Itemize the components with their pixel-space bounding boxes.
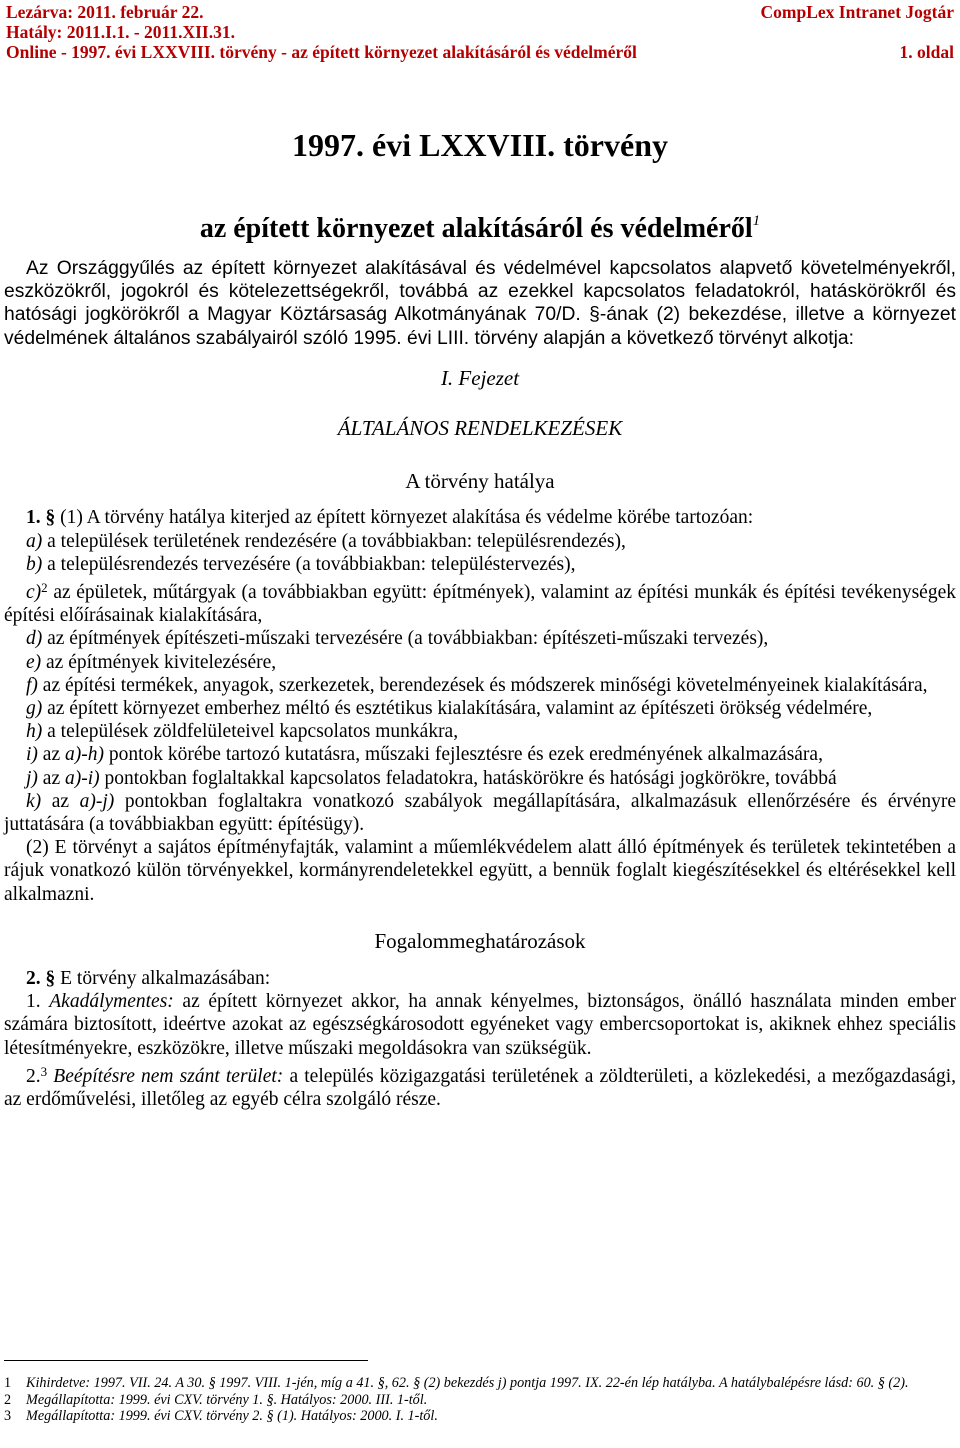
closing-date: Lezárva: 2011. február 22.	[6, 2, 204, 22]
header-row-3	[6, 42, 954, 62]
item-a-label: a)	[26, 530, 43, 552]
document-reference: Online - 1997. évi LXXVIII. törvény - az épített környezet alakításáról és védelméről	[6, 42, 637, 62]
law-title: 1997. évi LXXVIII. törvény	[292, 127, 668, 163]
section-title-2: Fogalommeghatározások	[374, 928, 586, 953]
item-j-label: j)	[26, 767, 38, 789]
footnote-ref-3[interactable]: 3	[40, 1063, 48, 1079]
footnote-text: Megállapította: 1999. évi CXV. törvény 2. § (1). Hatályos: 2000. I. 1-től.	[26, 1408, 438, 1425]
definition-2	[4, 1060, 956, 1111]
item-c-label: c)	[26, 582, 42, 604]
law-subtitle	[0, 205, 960, 245]
footnote-number: 2	[4, 1391, 12, 1408]
item-j-ref: a)-i)	[64, 767, 100, 789]
item-a	[4, 530, 956, 553]
item-k-ref: a)-j)	[79, 790, 115, 812]
item-i-label: i)	[26, 744, 38, 766]
item-k-pre: az	[51, 790, 70, 812]
definition-1-text: az épített környezet akkor, ha annak kényelmes, biztonságos, önálló használata minden ember számára biztosított, ideértve azokat az egészségkárosodott egyéneket vagy embercsoportokat is, akiknek ehhez speciális létesítményekre, eszközökre, illetve műszaki megoldásokra van szükségük.	[4, 991, 956, 1059]
item-b-label: b)	[26, 553, 43, 575]
item-i-text: pontok körébe tartozó kutatásra, műszaki fejlesztésre és ezek eredményének alkalmazására,	[108, 744, 823, 766]
footnote-separator	[4, 1360, 368, 1361]
item-i-pre: az	[42, 744, 61, 766]
item-d	[4, 627, 956, 650]
item-j-text: pontokban foglaltakkal kapcsolatos feladatokra, hatáskörökre és hatósági jogkörökre, továbbá	[104, 767, 837, 789]
definition-2-text: a település közigazgatási területének a zöldterületi, a közlekedési, a mezőgazdasági, az erdőművelési, illetőleg az egyéb célra szolgáló része.	[4, 1065, 957, 1111]
item-e-label: e)	[26, 651, 42, 673]
item-c-text: az épületek, műtárgyak (a továbbiakban együtt: építmények), valamint az építési munkák és építési tevékenységek építési előírásainak kialakítására,	[4, 582, 956, 627]
footnote-ref-2[interactable]: 2	[41, 580, 48, 596]
chapter-title: ÁLTALÁNOS RENDELKEZÉSEK	[337, 416, 623, 441]
validity-range: Hatály: 2011.I.1. - 2011.XII.31.	[6, 22, 235, 42]
item-k	[4, 790, 956, 836]
item-d-text: az építmények építészeti-műszaki tervezésére (a továbbiakban: építészeti-műszaki tervezés),	[47, 628, 769, 650]
section-1-intro	[4, 506, 956, 529]
item-f-label: f)	[26, 674, 38, 696]
footnote-text: Kihirdetve: 1997. VII. 24. A 30. § 1997. VIII. 1-jén, míg a 41. §, 62. § (2) bekezdés j) pontja 1997. IX. 22-én lép hatályba. A hatálybalépésre lásd: 60. § (2).	[26, 1375, 909, 1391]
item-g-text: az épített környezet emberhez méltó és esztétikus kialakítására, valamint az építészeti örökség védelmére,	[47, 698, 873, 720]
running-header	[6, 2, 954, 62]
definition-1-term: Akadálymentes:	[49, 991, 174, 1013]
footnote-3	[4, 1408, 956, 1425]
preamble-text: Az Országgyűlés az épített környezet alakításával és védelmével kapcsolatos alapvető követelményekről, eszközökről, jogokról és kötelezettségekről, továbbá az ezekkel kapcsolatos feladatokról, hatáskörökről és hatósági jogkörökről a Magyar Köztársaság Alkotmányának 70/D. §-ának (2) bekezdése, illetve a környezet védelmének általános szabályairól szóló 1995. évi LIII. törvény alapján a következő törvényt alkotja:	[4, 258, 956, 349]
item-a-text: a települések területének rendezésére (a továbbiakban: településrendezés),	[47, 530, 626, 552]
section-2-number: 2. §	[26, 968, 56, 990]
footnote-text: Megállapította: 1999. évi CXV. törvény 1. §. Hatályos: 2000. III. 1-től.	[26, 1391, 428, 1408]
item-c	[4, 576, 956, 627]
footnote-ref-1[interactable]: 1	[752, 213, 761, 229]
item-f-text: az építési termékek, anyagok, szerkezetek, berendezések és módszerek minőségi követelményeinek kialakítására,	[42, 674, 928, 696]
section-2-intro	[4, 967, 956, 990]
item-e-text: az építmények kivitelezésére,	[46, 651, 277, 673]
item-i-ref: a)-h)	[64, 744, 104, 766]
definition-2-term: Beépítésre nem szánt terület:	[53, 1065, 284, 1087]
item-g-label: g)	[26, 698, 43, 720]
law-body	[4, 257, 956, 1111]
section-1-number: 1. §	[26, 507, 56, 529]
footnote-number: 3	[4, 1408, 12, 1425]
item-g	[4, 697, 956, 720]
section-title-1: A törvény hatálya	[405, 469, 555, 494]
page-number: 1. oldal	[899, 42, 954, 62]
header-row-1	[6, 2, 954, 22]
item-h	[4, 720, 956, 743]
item-h-label: h)	[26, 721, 43, 743]
item-b	[4, 553, 956, 576]
item-h-text: a települések zöldfelületeivel kapcsolatos munkákra,	[47, 721, 459, 743]
header-row-2	[6, 22, 954, 42]
section-1-intro-text: (1) A törvény hatálya kiterjed az épített környezet alakítása és védelme körébe tartozóan:	[60, 507, 754, 529]
definition-1-number: 1.	[26, 991, 41, 1013]
footnote-1	[4, 1375, 956, 1392]
definition-2-number: 2.	[26, 1065, 41, 1087]
definition-1	[4, 990, 956, 1060]
item-f	[4, 674, 956, 697]
item-k-text: pontokban foglaltakra vonatkozó szabályok megállapítására, alkalmazásuk ellenőrzésére és érvényre juttatására (a továbbiakban együtt: építésügy).	[4, 790, 957, 836]
item-b-text: a településrendezés tervezésére (a továbbiakban: településtervezés),	[47, 553, 576, 575]
preamble	[4, 257, 956, 350]
publisher-name: CompLex Intranet Jogtár	[760, 2, 954, 22]
section-1-paragraph-2: (2) E törvényt a sajátos építményfajták, valamint a műemlékvédelem alatt álló építmények és területek tekintetében a rájuk vonatkozó külön törvényekkel, kormányrendeletekkel együtt, a bennük foglalt kiegészítésekkel és eltérésekkel kell alkalmazni.	[4, 837, 956, 905]
footnote-number: 1	[4, 1375, 12, 1391]
item-k-label: k)	[26, 790, 42, 812]
item-j-pre: az	[42, 767, 61, 789]
chapter-number: I. Fejezet	[440, 365, 520, 390]
item-i	[4, 743, 956, 766]
footnote-2	[4, 1392, 956, 1409]
item-d-label: d)	[26, 628, 43, 650]
item-e	[4, 651, 956, 674]
item-j	[4, 767, 956, 790]
law-subtitle-text: az épített környezet alakításáról és védelméről	[199, 213, 753, 244]
section-2-intro-text: E törvény alkalmazásában:	[60, 968, 271, 990]
footnotes	[4, 1375, 956, 1425]
